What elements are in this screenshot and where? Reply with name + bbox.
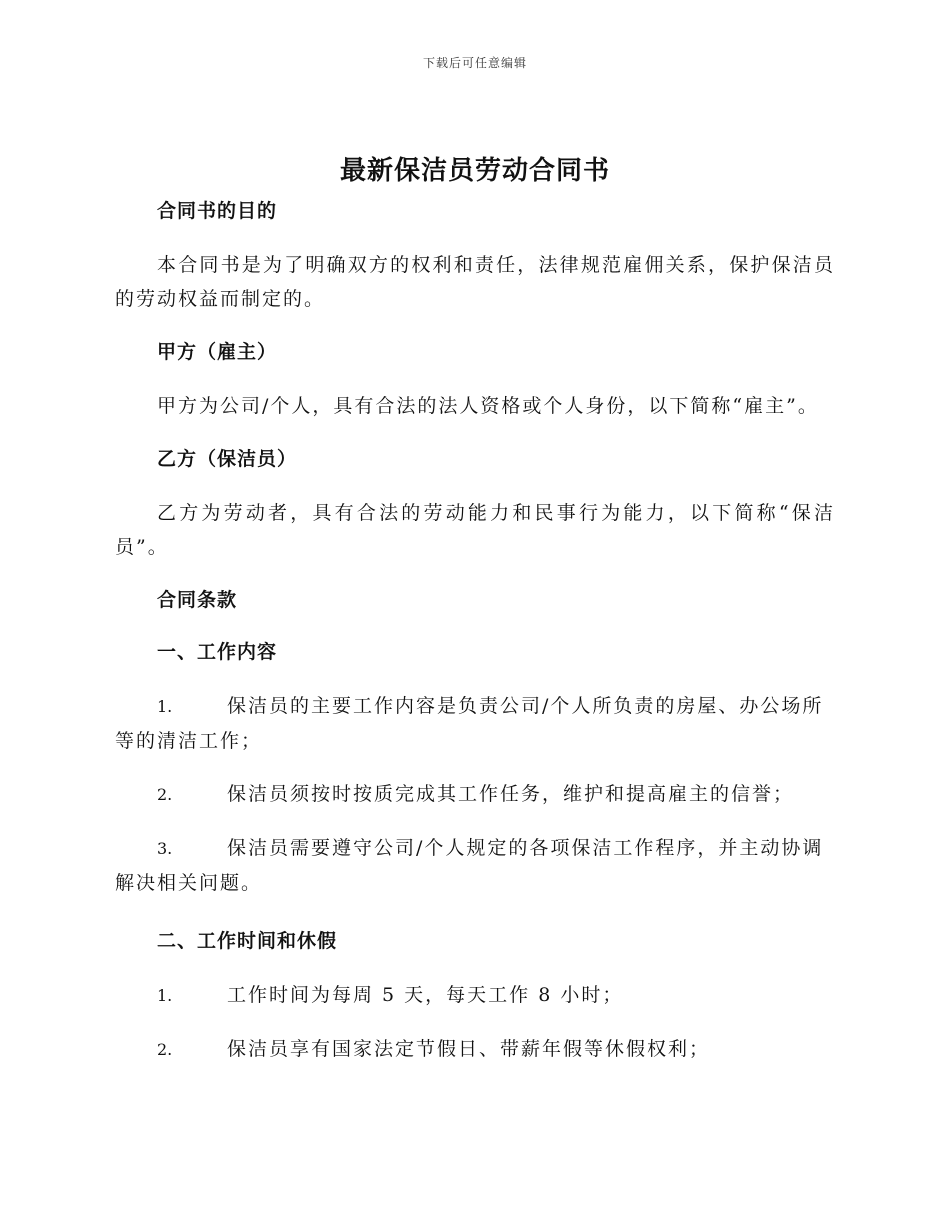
list-item-number: 2. <box>157 1040 173 1059</box>
paragraph-party-b: 乙方为劳动者，具有合法的劳动能力和民事行为能力，以下简称“保洁员”。 <box>115 502 835 558</box>
document-body <box>115 196 835 1086</box>
document-title: 最新保洁员劳动合同书 <box>339 156 610 186</box>
list-item-number: 2. <box>157 785 173 804</box>
list-item-number: 3. <box>157 839 173 858</box>
list-item-number: 1. <box>157 986 173 1005</box>
list-item <box>115 689 835 758</box>
section-heading-work: 一、工作内容 <box>157 641 278 663</box>
section-heading-party-b: 乙方（保洁员） <box>157 448 298 470</box>
list-item <box>115 831 835 900</box>
list-item-text: 工作时间为每周 5 天，每天工作 8 小时； <box>227 984 624 1006</box>
list-item-number: 1. <box>157 697 173 716</box>
section-heading-party-a: 甲方（雇主） <box>157 341 278 363</box>
list-item <box>115 978 835 1013</box>
list-item-text: 保洁员需要遵守公司/个人规定的各项保洁工作程序，并主动协调解决相关问题。 <box>115 837 824 894</box>
list-item-text: 保洁员的主要工作内容是负责公司/个人所负责的房屋、办公场所等的清洁工作； <box>115 695 824 752</box>
paragraph-party-a: 甲方为公司/个人，具有合法的法人资格或个人身份，以下简称“雇主”。 <box>157 395 819 417</box>
list-item <box>115 1032 835 1067</box>
list-item-text: 保洁员须按时按质完成其工作任务，维护和提高雇主的信誉； <box>227 783 795 805</box>
header-note: 下载后可任意编辑 <box>422 56 527 70</box>
list-item-text: 保洁员享有国家法定节假日、带薪年假等休假权利； <box>227 1038 711 1060</box>
section-heading-purpose: 合同书的目的 <box>157 200 278 222</box>
section-heading-time: 二、工作时间和休假 <box>157 930 338 952</box>
section-heading-terms: 合同条款 <box>157 589 238 611</box>
paragraph-purpose: 本合同书是为了明确双方的权利和责任，法律规范雇佣关系，保护保洁员的劳动权益而制定的。 <box>115 254 835 310</box>
list-item <box>115 777 835 812</box>
